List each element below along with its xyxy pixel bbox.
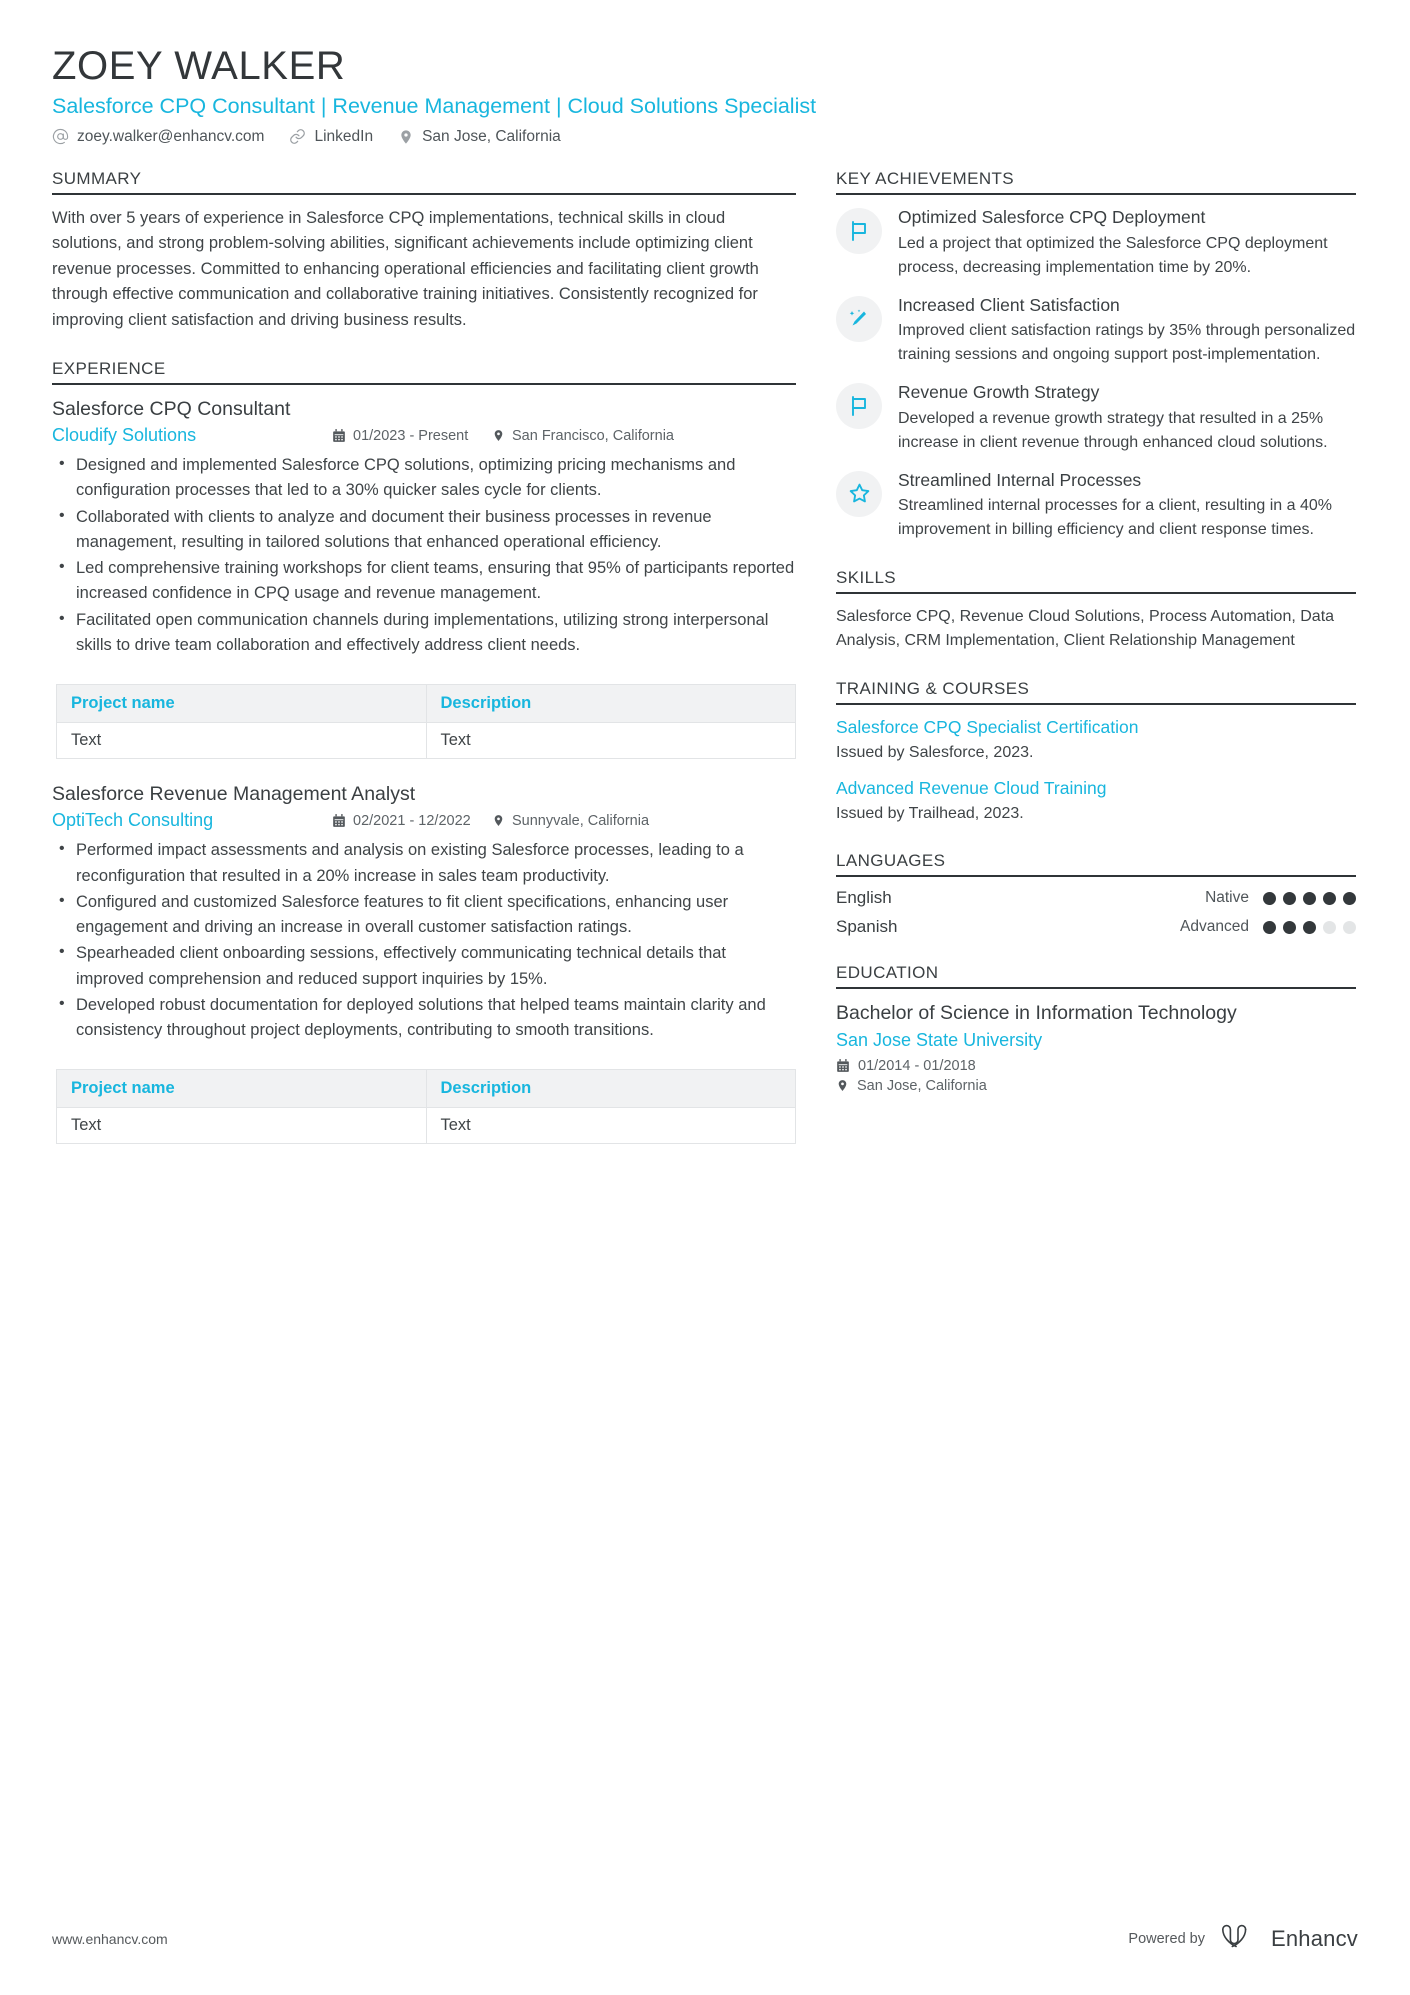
training-issuer: Issued by Salesforce, 2023. <box>836 744 1034 761</box>
education-degree: Bachelor of Science in Information Technology <box>836 1002 1237 1024</box>
education-dates-text: 01/2014 - 01/2018 <box>858 1057 976 1074</box>
map-pin-icon <box>492 814 505 827</box>
language-rating <box>1263 892 1356 905</box>
achievement-title: Streamlined Internal Processes <box>898 469 1142 490</box>
language-name: Spanish <box>836 917 898 936</box>
calendar-icon <box>332 429 346 443</box>
rating-dot <box>1283 921 1296 934</box>
bullet: • Spearheaded client onboarding sessions, effectively communicating technical details that improved comprehension and reduced support inquiries by 15%. <box>56 941 796 991</box>
experience-item <box>52 396 796 759</box>
left-column <box>52 169 796 1166</box>
rating-dot <box>1263 892 1276 905</box>
column-header-description: Description <box>426 1070 796 1108</box>
summary-text: With over 5 years of experience in Salesforce CPQ implementations, technical skills in cloud solutions, and strong problem-solving abilities, significant achievements include optimizing client revenue processes. Committed to enhancing operational efficiencies and facilitating client growth through effective communication and collaborative training initiatives. Consistently recognized for improving client satisfaction and driving business results. <box>52 208 759 329</box>
star-icon <box>836 471 882 517</box>
resume-header <box>52 44 1358 147</box>
magic-wand-icon <box>836 296 882 342</box>
brand-name: Enhancv <box>1270 1925 1358 1951</box>
table-row <box>57 1108 796 1144</box>
rating-dot <box>1263 921 1276 934</box>
skills-text: Salesforce CPQ, Revenue Cloud Solutions, Process Automation, Data Analysis, CRM Implementation, Client Relationship Management <box>836 608 1335 650</box>
cell-project-name[interactable]: Text <box>57 723 427 759</box>
training-item <box>836 777 1356 825</box>
candidate-headline: Salesforce CPQ Consultant | Revenue Management | Cloud Solutions Specialist <box>52 93 817 118</box>
language-name: English <box>836 888 892 907</box>
experience-section <box>52 359 796 1144</box>
contact-location <box>398 127 561 147</box>
training-issuer: Issued by Trailhead, 2023. <box>836 804 1024 822</box>
footer-url[interactable]: www.enhancv.com <box>52 1930 168 1947</box>
job-company[interactable]: Cloudify Solutions <box>52 425 197 446</box>
skills-heading: SKILLS <box>836 568 1356 594</box>
education-heading: EDUCATION <box>836 963 1356 989</box>
bullet: • Performed impact assessments and analysis on existing Salesforce processes, leading to a reconfiguration that resulted in a 20% increase in sales team productivity. <box>56 838 796 888</box>
bullet: • Developed robust documentation for deployed solutions that helped teams maintain clarity and consistency throughout project deployments, contributing to smooth transitions. <box>56 993 796 1043</box>
skills-section <box>836 568 1356 653</box>
map-pin-icon <box>492 429 505 442</box>
rating-dot <box>1343 892 1356 905</box>
contact-email[interactable] <box>52 127 264 147</box>
education-section <box>836 963 1356 1094</box>
training-heading: TRAINING & COURSES <box>836 679 1356 705</box>
education-location <box>836 1078 1356 1094</box>
project-table <box>56 684 796 759</box>
calendar-icon <box>332 814 346 828</box>
education-location-text: San Jose, California <box>857 1077 987 1094</box>
achievement-item <box>836 206 1356 280</box>
training-section <box>836 679 1356 825</box>
candidate-name: ZOEY WALKER <box>52 44 346 88</box>
job-dates-text: 02/2021 - 12/2022 <box>353 812 471 829</box>
contact-linkedin[interactable] <box>289 127 373 147</box>
achievement-desc: Developed a revenue growth strategy that resulted in a 25% increase in client revenue through enhanced cloud solutions. <box>898 409 1328 451</box>
education-school[interactable]: San Jose State University <box>836 1030 1043 1051</box>
job-role: Salesforce Revenue Management Analyst <box>52 783 416 806</box>
achievement-item <box>836 381 1356 455</box>
languages-section <box>836 851 1356 937</box>
rating-dot <box>1303 921 1316 934</box>
flag-icon <box>836 208 882 254</box>
language-row <box>836 917 1356 937</box>
column-header-description: Description <box>426 685 796 723</box>
at-icon <box>52 128 69 145</box>
training-title[interactable]: Advanced Revenue Cloud Training <box>836 778 1107 799</box>
achievement-item <box>836 294 1356 368</box>
training-title[interactable]: Salesforce CPQ Specialist Certification <box>836 717 1139 738</box>
achievement-desc: Streamlined internal processes for a client, resulting in a 40% improvement in billing efficiency and client response times. <box>898 497 1332 539</box>
contact-row <box>52 127 1358 147</box>
language-row <box>836 888 1356 908</box>
summary-heading: SUMMARY <box>52 169 796 195</box>
achievement-desc: Improved client satisfaction ratings by 35% through personalized training sessions and ongoing support post-implementation. <box>898 322 1356 364</box>
map-pin-icon <box>398 129 414 145</box>
experience-heading: EXPERIENCE <box>52 359 796 385</box>
achievement-title: Revenue Growth Strategy <box>898 382 1100 403</box>
summary-section <box>52 169 796 333</box>
training-item <box>836 716 1356 764</box>
job-dates-text: 01/2023 - Present <box>353 427 469 444</box>
achievement-title: Increased Client Satisfaction <box>898 294 1120 315</box>
job-company[interactable]: OptiTech Consulting <box>52 810 214 831</box>
table-header-row <box>57 685 796 723</box>
job-location <box>492 813 649 829</box>
experience-item <box>52 781 796 1144</box>
language-level: Advanced <box>1180 918 1249 935</box>
job-dates <box>332 428 492 444</box>
email-text: zoey.walker@enhancv.com <box>77 127 265 145</box>
job-meta <box>52 425 796 446</box>
rating-dot <box>1283 892 1296 905</box>
rating-dot <box>1303 892 1316 905</box>
language-level: Native <box>1205 889 1249 906</box>
job-bullets <box>56 453 796 658</box>
enhancv-logo-icon <box>1219 1922 1257 1955</box>
table-header-row <box>57 1070 796 1108</box>
cell-project-name[interactable]: Text <box>57 1108 427 1144</box>
resume-body <box>52 169 1358 1166</box>
cell-description[interactable]: Text <box>426 723 796 759</box>
bullet: • Designed and implemented Salesforce CPQ solutions, optimizing pricing mechanisms and configuration processes that led to a 30% quicker sales cycle for clients. <box>56 453 796 503</box>
flag-icon <box>836 383 882 429</box>
bullet: • Collaborated with clients to analyze and document their business processes in revenue management, resulting in tailored solutions that enhanced operational efficiency. <box>56 505 796 555</box>
location-text: San Jose, California <box>422 127 561 145</box>
bullet: • Configured and customized Salesforce features to fit client specifications, enhancing user engagement and driving an increase in overall customer satisfaction ratings. <box>56 890 796 940</box>
achievement-desc: Led a project that optimized the Salesforce CPQ deployment process, decreasing implementation time by 20%. <box>898 234 1328 276</box>
linkedin-text: LinkedIn <box>314 127 374 145</box>
column-header-project-name: Project name <box>57 685 427 723</box>
link-icon <box>289 128 306 145</box>
rating-dot <box>1323 892 1336 905</box>
rating-dot <box>1323 921 1336 934</box>
calendar-icon <box>836 1059 850 1073</box>
achievements-heading: KEY ACHIEVEMENTS <box>836 169 1356 195</box>
map-pin-icon <box>836 1079 849 1092</box>
job-bullets <box>56 838 796 1043</box>
job-location-text: Sunnyvale, California <box>512 812 650 829</box>
rating-dot <box>1343 921 1356 934</box>
job-role: Salesforce CPQ Consultant <box>52 397 291 420</box>
job-location-text: San Francisco, California <box>512 427 674 444</box>
powered-by-label: Powered by <box>1128 1930 1205 1947</box>
achievement-item <box>836 469 1356 543</box>
job-dates <box>332 813 492 829</box>
project-table <box>56 1069 796 1144</box>
table-row <box>57 723 796 759</box>
job-location <box>492 428 674 444</box>
education-dates <box>836 1058 1356 1074</box>
languages-heading: LANGUAGES <box>836 851 1356 877</box>
footer-branding <box>1128 1922 1358 1955</box>
bullet: • Led comprehensive training workshops for client teams, ensuring that 95% of participants reported increased confidence in CPQ usage and revenue management. <box>56 556 796 606</box>
cell-description[interactable]: Text <box>426 1108 796 1144</box>
achievements-section <box>836 169 1356 543</box>
page-footer <box>52 1922 1358 1955</box>
bullet: • Facilitated open communication channels during implementations, utilizing strong interpersonal skills to drive team collaboration and effectively address client needs. <box>56 608 796 658</box>
right-column <box>836 169 1356 1094</box>
job-meta <box>52 810 796 831</box>
language-rating <box>1263 921 1356 934</box>
column-header-project-name: Project name <box>57 1070 427 1108</box>
achievement-title: Optimized Salesforce CPQ Deployment <box>898 206 1206 227</box>
